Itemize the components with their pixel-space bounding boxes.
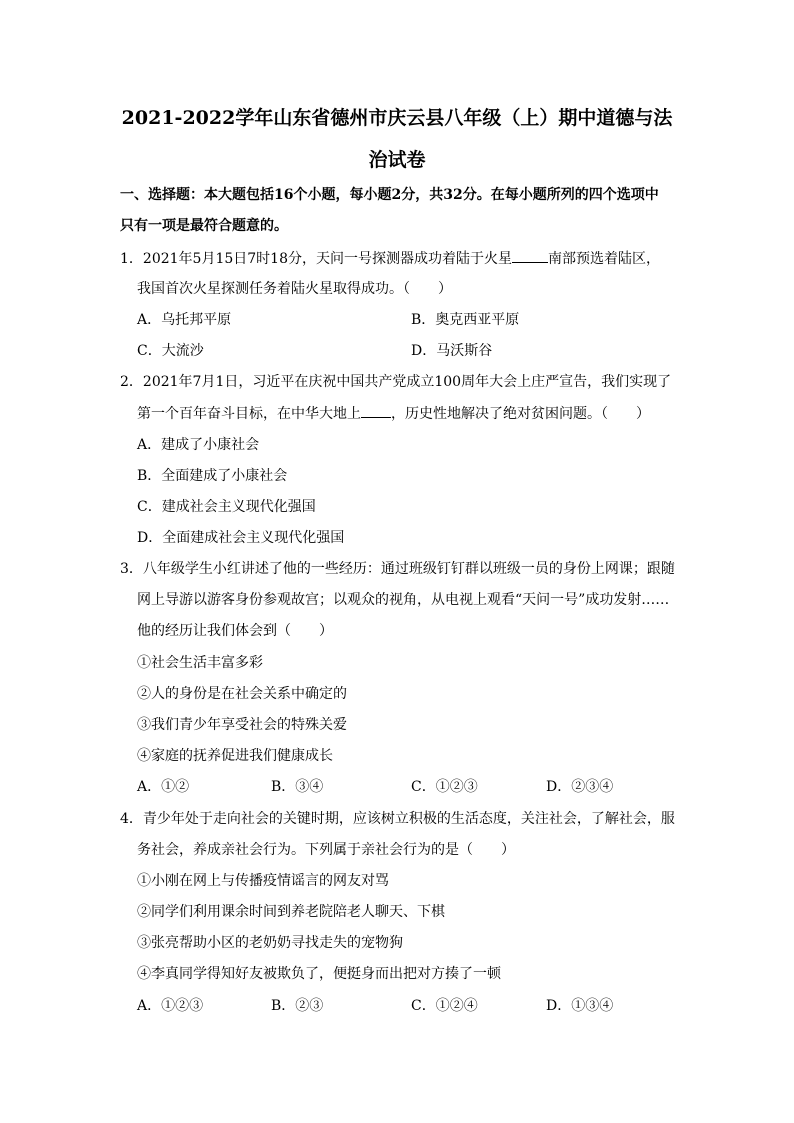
q2-option-d: D．全面建成社会主义现代化强国 bbox=[137, 530, 345, 546]
q4-statement-4: ④李真同学得知好友被欺负了，便挺身而出把对方揍了一顿 bbox=[137, 966, 501, 982]
q2-option-a: A．建成了小康社会 bbox=[137, 437, 260, 453]
q2-option-c: C．建成社会主义现代化强国 bbox=[137, 499, 316, 515]
q2-stem-line2 bbox=[137, 403, 650, 424]
q4-stem-line2: 务社会，养成亲社会行为。下列属于亲社会行为的是（ ） bbox=[137, 842, 515, 858]
q3-stem-line2: 网上导游以游客身份参观故宫；以观众的视角，从电视上观看“天问一号”成功发射…… bbox=[137, 592, 670, 608]
q4-statement-1: ①小刚在网上与传播疫情谣言的网友对骂 bbox=[137, 873, 389, 889]
q2-stem-line1: 2．2021年7月1日，习近平在庆祝中国共产党成立100周年大会上庄严宣告，我们实现了 bbox=[120, 374, 672, 390]
q4-option-a: A．①②③ bbox=[137, 998, 204, 1014]
q4-option-c: C．①②④ bbox=[411, 998, 478, 1014]
q1-stem-part-b: 南部预选着陆区， bbox=[547, 251, 660, 267]
q3-stem-line1: 3．八年级学生小红讲述了他的一些经历：通过班级钉钉群以班级一员的身份上网课；跟随 bbox=[120, 561, 675, 577]
q1-blank bbox=[512, 248, 548, 263]
q4-stem-line1: 4．青少年处于走向社会的关键时期，应该树立积极的生活态度，关注社会，了解社会，服 bbox=[120, 811, 675, 827]
q3-stem-line3: 他的经历让我们体会到（ ） bbox=[137, 623, 333, 639]
q1-stem-line1 bbox=[120, 248, 660, 269]
q4-option-b: B．②③ bbox=[271, 998, 324, 1014]
section-heading-line1: 一、选择题：本大题包括16个小题，每小题2分，共32分。在每小题所列的四个选项中 bbox=[120, 187, 659, 203]
q4-option-d: D．①③④ bbox=[546, 998, 614, 1014]
q1-stem-part-a: 1．2021年5月15日7时18分，天问一号探测器成功着陆于火星 bbox=[120, 251, 512, 267]
exam-title-line1: 2021-2022学年山东省德州市庆云县八年级（上）期中道德与法 bbox=[121, 107, 673, 129]
q4-statement-3: ③张亮帮助小区的老奶奶寻找走失的宠物狗 bbox=[137, 935, 403, 951]
section-heading-line2: 只有一项是最符合题意的。 bbox=[120, 218, 288, 234]
q3-statement-2: ②人的身份是在社会关系中确定的 bbox=[137, 686, 347, 702]
q3-option-d: D．②③④ bbox=[546, 779, 614, 795]
q3-option-c: C．①②③ bbox=[411, 779, 478, 795]
q1-option-d: D．马沃斯谷 bbox=[411, 343, 493, 359]
q1-stem-line2: 我国首次火星探测任务着陆火星取得成功。（ ） bbox=[137, 281, 452, 297]
q3-statement-1: ①社会生活丰富多彩 bbox=[137, 655, 263, 671]
q3-statement-4: ④家庭的抚养促进我们健康成长 bbox=[137, 748, 333, 764]
q4-statement-2: ②同学们利用课余时间到养老院陪老人聊天、下棋 bbox=[137, 904, 445, 920]
q1-option-c: C．大流沙 bbox=[137, 343, 204, 359]
q1-option-a: A．乌托邦平原 bbox=[137, 312, 232, 328]
q1-option-b: B．奥克西亚平原 bbox=[411, 312, 520, 328]
q2-blank bbox=[361, 403, 391, 418]
q3-option-b: B．③④ bbox=[271, 779, 324, 795]
q3-option-a: A．①② bbox=[137, 779, 190, 795]
q2-option-b: B．全面建成了小康社会 bbox=[137, 468, 288, 484]
q2-stem-part-b: ，历史性地解决了绝对贫困问题。（ ） bbox=[391, 406, 650, 422]
q3-statement-3: ③我们青少年享受社会的特殊关爱 bbox=[137, 717, 347, 733]
exam-title-line2: 治试卷 bbox=[368, 149, 426, 171]
q2-stem-part-a: 第一个百年奋斗目标，在中华大地上 bbox=[137, 406, 361, 422]
